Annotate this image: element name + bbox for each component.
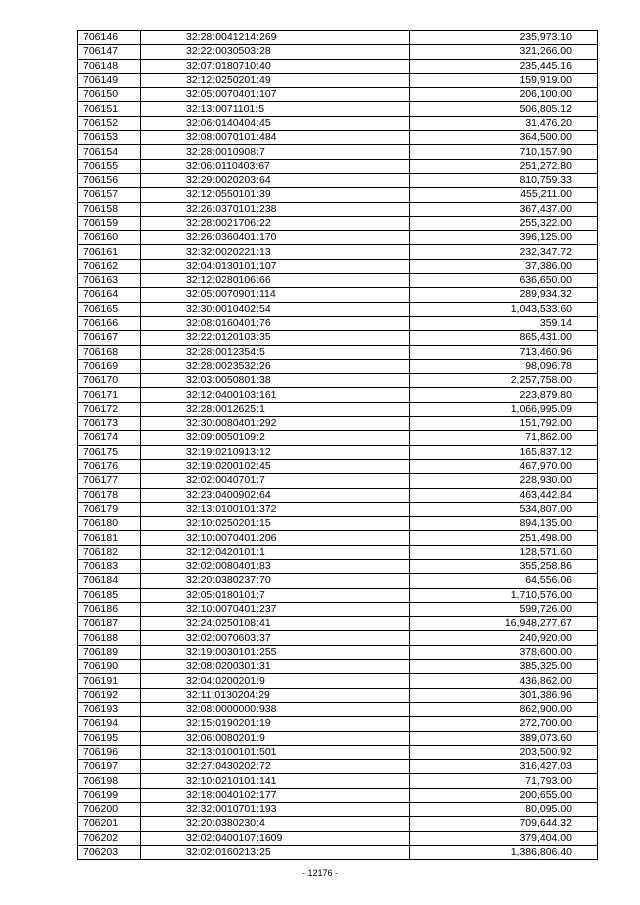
row-id-cell: 706165 — [78, 302, 141, 316]
cadastral-number-cell: 32:20:0380237:70 — [141, 574, 410, 588]
row-id-cell: 706168 — [78, 345, 141, 359]
amount-cell: 37,386.00 — [410, 259, 598, 273]
row-id-cell: 706152 — [78, 116, 141, 130]
table-row — [78, 831, 598, 845]
cadastral-number-cell: 32:02:0400107:1609 — [141, 831, 410, 845]
row-id-cell: 706167 — [78, 331, 141, 345]
row-id-cell: 706203 — [78, 845, 141, 859]
amount-cell: 355,258.86 — [410, 559, 598, 573]
cadastral-number-cell: 32:15:0190201:19 — [141, 717, 410, 731]
amount-cell: 396,125.00 — [410, 231, 598, 245]
table-row — [78, 545, 598, 559]
table-row — [78, 674, 598, 688]
table-row — [78, 574, 598, 588]
amount-cell: 128,571.60 — [410, 545, 598, 559]
row-id-cell: 706178 — [78, 488, 141, 502]
page-number: - 12176 - — [301, 868, 339, 878]
cadastral-number-cell: 32:13:0100101:501 — [141, 745, 410, 759]
cadastral-number-cell: 32:05:0070401:107 — [141, 88, 410, 102]
row-id-cell: 706169 — [78, 359, 141, 373]
row-id-cell: 706171 — [78, 388, 141, 402]
cadastral-number-cell: 32:05:0180101:7 — [141, 588, 410, 602]
amount-cell: 235,973.10 — [410, 31, 598, 45]
row-id-cell: 706162 — [78, 259, 141, 273]
cadastral-number-cell: 32:10:0070401:237 — [141, 602, 410, 616]
cadastral-number-cell: 32:19:0210913:12 — [141, 445, 410, 459]
row-id-cell: 706158 — [78, 202, 141, 216]
cadastral-number-cell: 32:10:0210101:141 — [141, 774, 410, 788]
cadastral-number-cell: 32:26:0370101:238 — [141, 202, 410, 216]
cadastral-number-cell: 32:13:0071101:5 — [141, 102, 410, 116]
row-id-cell: 706181 — [78, 531, 141, 545]
table-row — [78, 474, 598, 488]
cadastral-number-cell: 32:08:0200301:31 — [141, 660, 410, 674]
row-id-cell: 706192 — [78, 688, 141, 702]
table-row — [78, 517, 598, 531]
cadastral-number-cell: 32:12:0280106:66 — [141, 274, 410, 288]
row-id-cell: 706179 — [78, 502, 141, 516]
amount-cell: 98,096.78 — [410, 359, 598, 373]
cadastral-number-cell: 32:28:0041214:269 — [141, 31, 410, 45]
cadastral-number-cell: 32:03:0050801:38 — [141, 374, 410, 388]
cadastral-number-cell: 32:02:0080401:83 — [141, 559, 410, 573]
table-row — [78, 660, 598, 674]
amount-cell: 321,266.00 — [410, 45, 598, 59]
amount-cell: 272,700.00 — [410, 717, 598, 731]
row-id-cell: 706157 — [78, 188, 141, 202]
table-row — [78, 702, 598, 716]
table-row — [78, 502, 598, 516]
cadastral-number-cell: 32:19:0200102:45 — [141, 459, 410, 473]
amount-cell: 255,322.00 — [410, 216, 598, 230]
table-row — [78, 602, 598, 616]
table-row — [78, 45, 598, 59]
table-row — [78, 774, 598, 788]
table-row — [78, 488, 598, 502]
amount-cell: 534,807.00 — [410, 502, 598, 516]
table-row — [78, 202, 598, 216]
cadastral-number-cell: 32:28:0021706:22 — [141, 216, 410, 230]
amount-cell: 151,792.00 — [410, 417, 598, 431]
amount-cell: 240,920.00 — [410, 631, 598, 645]
row-id-cell: 706195 — [78, 731, 141, 745]
row-id-cell: 706176 — [78, 459, 141, 473]
amount-cell: 379,404.00 — [410, 831, 598, 845]
amount-cell: 206,100.00 — [410, 88, 598, 102]
cadastral-number-cell: 32:06:0110403:67 — [141, 159, 410, 173]
table-row — [78, 588, 598, 602]
amount-cell: 2,257,758.00 — [410, 374, 598, 388]
cadastral-number-cell: 32:10:0070401:206 — [141, 531, 410, 545]
table-row — [78, 345, 598, 359]
row-id-cell: 706155 — [78, 159, 141, 173]
cadastral-number-cell: 32:04:0130101:107 — [141, 259, 410, 273]
table-row — [78, 59, 598, 73]
cadastral-number-cell: 32:32:0010701:193 — [141, 803, 410, 817]
cadastral-number-cell: 32:22:0120103:35 — [141, 331, 410, 345]
amount-cell: 159,919.00 — [410, 73, 598, 87]
cadastral-number-cell: 32:08:0070101:484 — [141, 131, 410, 145]
amount-cell: 636,650.00 — [410, 274, 598, 288]
row-id-cell: 706174 — [78, 431, 141, 445]
cadastral-number-cell: 32:02:0040701:7 — [141, 474, 410, 488]
records-table-body — [78, 31, 598, 860]
cadastral-number-cell: 32:23:0400902:64 — [141, 488, 410, 502]
row-id-cell: 706161 — [78, 245, 141, 259]
amount-cell: 385,325.00 — [410, 660, 598, 674]
amount-cell: 467,970.00 — [410, 459, 598, 473]
table-row — [78, 88, 598, 102]
row-id-cell: 706193 — [78, 702, 141, 716]
cadastral-number-cell: 32:29:0020203:64 — [141, 173, 410, 187]
table-row — [78, 145, 598, 159]
cadastral-number-cell: 32:08:0160401:76 — [141, 316, 410, 330]
table-row — [78, 459, 598, 473]
amount-cell: 203,500.92 — [410, 745, 598, 759]
amount-cell: 235,445.16 — [410, 59, 598, 73]
amount-cell: 71,862.00 — [410, 431, 598, 445]
row-id-cell: 706146 — [78, 31, 141, 45]
amount-cell: 599,726.00 — [410, 602, 598, 616]
row-id-cell: 706151 — [78, 102, 141, 116]
amount-cell: 710,157.90 — [410, 145, 598, 159]
row-id-cell: 706185 — [78, 588, 141, 602]
amount-cell: 31,476.20 — [410, 116, 598, 130]
cadastral-number-cell: 32:06:0080201:9 — [141, 731, 410, 745]
cadastral-number-cell: 32:05:0070901:114 — [141, 288, 410, 302]
table-row — [78, 559, 598, 573]
amount-cell: 64,556.06 — [410, 574, 598, 588]
cadastral-number-cell: 32:04:0200201:9 — [141, 674, 410, 688]
amount-cell: 232,347.72 — [410, 245, 598, 259]
cadastral-number-cell: 32:28:0010908:7 — [141, 145, 410, 159]
row-id-cell: 706201 — [78, 817, 141, 831]
row-id-cell: 706186 — [78, 602, 141, 616]
table-row — [78, 645, 598, 659]
cadastral-number-cell: 32:24:0250108:41 — [141, 617, 410, 631]
row-id-cell: 706190 — [78, 660, 141, 674]
amount-cell: 165,837.12 — [410, 445, 598, 459]
amount-cell: 455,211.00 — [410, 188, 598, 202]
cadastral-number-cell: 32:26:0360401:170 — [141, 231, 410, 245]
cadastral-number-cell: 32:28:0012354:5 — [141, 345, 410, 359]
table-row — [78, 803, 598, 817]
amount-cell: 862,900.00 — [410, 702, 598, 716]
row-id-cell: 706187 — [78, 617, 141, 631]
amount-cell: 71,793.00 — [410, 774, 598, 788]
table-row — [78, 631, 598, 645]
row-id-cell: 706200 — [78, 803, 141, 817]
table-row — [78, 760, 598, 774]
table-row — [78, 417, 598, 431]
amount-cell: 894,135.00 — [410, 517, 598, 531]
amount-cell: 709,644.32 — [410, 817, 598, 831]
row-id-cell: 706164 — [78, 288, 141, 302]
table-row — [78, 274, 598, 288]
cadastral-number-cell: 32:02:0070603:37 — [141, 631, 410, 645]
amount-cell: 200,655.00 — [410, 788, 598, 802]
cadastral-number-cell: 32:02:0160213:25 — [141, 845, 410, 859]
row-id-cell: 706197 — [78, 760, 141, 774]
table-row — [78, 188, 598, 202]
cadastral-number-cell: 32:06:0140404:45 — [141, 116, 410, 130]
cadastral-number-cell: 32:13:0100101:372 — [141, 502, 410, 516]
table-row — [78, 231, 598, 245]
row-id-cell: 706166 — [78, 316, 141, 330]
table-row — [78, 288, 598, 302]
table-row — [78, 216, 598, 230]
cadastral-number-cell: 32:11:0130204:29 — [141, 688, 410, 702]
row-id-cell: 706160 — [78, 231, 141, 245]
records-table — [77, 30, 598, 860]
table-row — [78, 374, 598, 388]
amount-cell: 713,460.96 — [410, 345, 598, 359]
amount-cell: 463,442.84 — [410, 488, 598, 502]
table-row — [78, 531, 598, 545]
table-row — [78, 159, 598, 173]
row-id-cell: 706150 — [78, 88, 141, 102]
amount-cell: 16,948,277.67 — [410, 617, 598, 631]
amount-cell: 364,500.00 — [410, 131, 598, 145]
cadastral-number-cell: 32:10:0250201:15 — [141, 517, 410, 531]
row-id-cell: 706154 — [78, 145, 141, 159]
cadastral-number-cell: 32:28:0023532:26 — [141, 359, 410, 373]
table-row — [78, 745, 598, 759]
row-id-cell: 706148 — [78, 59, 141, 73]
table-row — [78, 302, 598, 316]
row-id-cell: 706172 — [78, 402, 141, 416]
cadastral-number-cell: 32:32:0020221:13 — [141, 245, 410, 259]
table-row — [78, 173, 598, 187]
cadastral-number-cell: 32:30:0080401:292 — [141, 417, 410, 431]
row-id-cell: 706149 — [78, 73, 141, 87]
row-id-cell: 706198 — [78, 774, 141, 788]
table-row — [78, 388, 598, 402]
cadastral-number-cell: 32:12:0420101:1 — [141, 545, 410, 559]
amount-cell: 251,498.00 — [410, 531, 598, 545]
table-row — [78, 788, 598, 802]
table-row — [78, 102, 598, 116]
table-row — [78, 259, 598, 273]
row-id-cell: 706188 — [78, 631, 141, 645]
cadastral-number-cell: 32:22:0030503:28 — [141, 45, 410, 59]
cadastral-number-cell: 32:08:0000000:938 — [141, 702, 410, 716]
table-row — [78, 445, 598, 459]
table-row — [78, 431, 598, 445]
cadastral-number-cell: 32:27:0430202:72 — [141, 760, 410, 774]
table-row — [78, 731, 598, 745]
row-id-cell: 706173 — [78, 417, 141, 431]
table-row — [78, 245, 598, 259]
row-id-cell: 706182 — [78, 545, 141, 559]
amount-cell: 1,066,995.09 — [410, 402, 598, 416]
table-row — [78, 402, 598, 416]
row-id-cell: 706202 — [78, 831, 141, 845]
row-id-cell: 706196 — [78, 745, 141, 759]
row-id-cell: 706184 — [78, 574, 141, 588]
cadastral-number-cell: 32:18:0040102:177 — [141, 788, 410, 802]
table-row — [78, 73, 598, 87]
amount-cell: 1,386,806.40 — [410, 845, 598, 859]
table-row — [78, 131, 598, 145]
amount-cell: 251,272.80 — [410, 159, 598, 173]
amount-cell: 228,930.00 — [410, 474, 598, 488]
table-row — [78, 845, 598, 859]
amount-cell: 436,862.00 — [410, 674, 598, 688]
table-row — [78, 31, 598, 45]
amount-cell: 1,710,576.00 — [410, 588, 598, 602]
amount-cell: 359.14 — [410, 316, 598, 330]
cadastral-number-cell: 32:12:0400103:161 — [141, 388, 410, 402]
cadastral-number-cell: 32:19:0030101:255 — [141, 645, 410, 659]
cadastral-number-cell: 32:20:0380230:4 — [141, 817, 410, 831]
table-row — [78, 359, 598, 373]
row-id-cell: 706147 — [78, 45, 141, 59]
amount-cell: 367,437.00 — [410, 202, 598, 216]
row-id-cell: 706199 — [78, 788, 141, 802]
table-row — [78, 316, 598, 330]
amount-cell: 301,386.96 — [410, 688, 598, 702]
amount-cell: 223,879.80 — [410, 388, 598, 402]
cadastral-number-cell: 32:12:0550101:39 — [141, 188, 410, 202]
row-id-cell: 706156 — [78, 173, 141, 187]
row-id-cell: 706163 — [78, 274, 141, 288]
table-row — [78, 331, 598, 345]
cadastral-number-cell: 32:30:0010402:54 — [141, 302, 410, 316]
amount-cell: 80,095.00 — [410, 803, 598, 817]
cadastral-number-cell: 32:28:0012625:1 — [141, 402, 410, 416]
amount-cell: 289,934.32 — [410, 288, 598, 302]
cadastral-number-cell: 32:07:0180710:40 — [141, 59, 410, 73]
amount-cell: 810,759.33 — [410, 173, 598, 187]
row-id-cell: 706191 — [78, 674, 141, 688]
row-id-cell: 706170 — [78, 374, 141, 388]
row-id-cell: 706175 — [78, 445, 141, 459]
cadastral-number-cell: 32:09:0050109:2 — [141, 431, 410, 445]
row-id-cell: 706159 — [78, 216, 141, 230]
table-row — [78, 688, 598, 702]
amount-cell: 865,431.00 — [410, 331, 598, 345]
table-row — [78, 817, 598, 831]
row-id-cell: 706177 — [78, 474, 141, 488]
table-row — [78, 717, 598, 731]
row-id-cell: 706194 — [78, 717, 141, 731]
row-id-cell: 706180 — [78, 517, 141, 531]
amount-cell: 389,073.60 — [410, 731, 598, 745]
amount-cell: 378,600.00 — [410, 645, 598, 659]
amount-cell: 316,427.03 — [410, 760, 598, 774]
row-id-cell: 706183 — [78, 559, 141, 573]
table-row — [78, 116, 598, 130]
cadastral-number-cell: 32:12:0250201:49 — [141, 73, 410, 87]
row-id-cell: 706153 — [78, 131, 141, 145]
table-row — [78, 617, 598, 631]
amount-cell: 1,043,533.60 — [410, 302, 598, 316]
amount-cell: 506,805.12 — [410, 102, 598, 116]
row-id-cell: 706189 — [78, 645, 141, 659]
